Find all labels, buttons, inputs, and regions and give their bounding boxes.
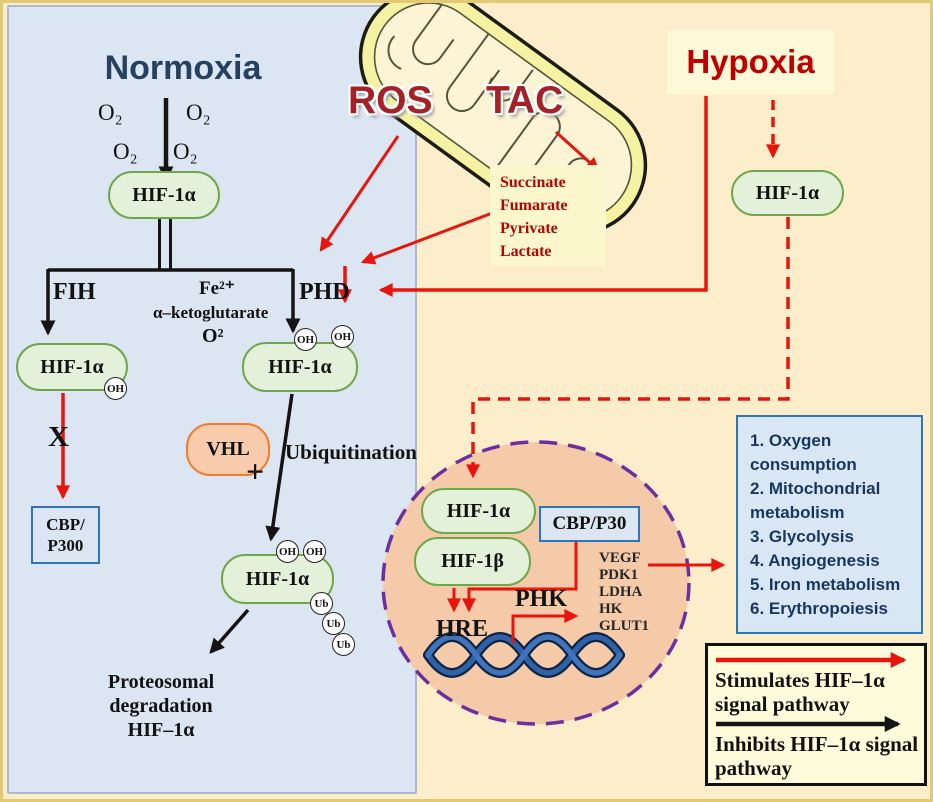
- cbp-p300-box: CBP/ P300: [31, 506, 100, 564]
- o2-label: O₂: [186, 100, 211, 125]
- x-block-label: X: [48, 421, 69, 453]
- outcomes-box: [736, 415, 923, 634]
- ketoglutarate-label: α–ketoglutarate: [153, 303, 269, 322]
- hif1b-box-nucleus: HIF-1β: [414, 537, 531, 586]
- outcome-item: 6. Erythropoiesis: [750, 599, 888, 618]
- oh-group: OH: [276, 540, 299, 563]
- ub-group: Ub: [322, 612, 345, 635]
- phd-label: PHD: [299, 279, 350, 305]
- o2-label: O₂: [98, 100, 123, 125]
- vhl-box: VHL: [186, 423, 270, 476]
- o2-label: O₂: [173, 139, 198, 164]
- hif1a-box-phd-branch: HIF-1α: [242, 342, 358, 392]
- outcome-item: 5. Iron metabolism: [750, 575, 901, 594]
- metabolites-box: Succinate Fumarate Pyrivate Lactate: [490, 165, 606, 266]
- hif1a-box-nucleus: HIF-1α: [421, 488, 536, 534]
- oh-group: OH: [303, 540, 326, 563]
- plus-sign: +: [246, 453, 265, 489]
- hif1a-box-fih-branch: HIF-1α: [16, 343, 128, 391]
- fih-label: FIH: [53, 279, 96, 305]
- outcome-item: 4. Angiogenesis: [750, 551, 880, 570]
- outcome-item: 2. Mitochondrial metabolism: [750, 479, 881, 522]
- hif1a-box-hypoxia: HIF-1α: [731, 170, 844, 216]
- cbp-p30-box: CBP/P30: [539, 506, 640, 542]
- fe-label: Fe²⁺: [199, 278, 235, 299]
- ros-label: ROS: [348, 79, 433, 122]
- legend-inhibits-label: Inhibits HIF–1α signal pathway: [715, 732, 919, 780]
- hre-label: HRE: [436, 616, 489, 642]
- ub-group: Ub: [332, 633, 355, 656]
- o2-super-label: O²: [202, 325, 224, 347]
- tac-label: TAC: [486, 79, 564, 122]
- ubiquitination-label: Ubiquitination: [285, 440, 417, 464]
- oh-group: OH: [104, 377, 127, 400]
- phk-label: PHK: [515, 586, 567, 612]
- hypoxia-title: Hypoxia: [667, 30, 834, 94]
- oh-group: OH: [294, 328, 317, 351]
- outcome-item: 1. Oxygen consumption: [750, 431, 857, 474]
- o2-label: O₂: [113, 139, 138, 164]
- hif1a-box-normoxia: HIF-1α: [108, 171, 220, 219]
- normoxia-title: Normoxia: [104, 49, 262, 87]
- ub-group: Ub: [310, 592, 333, 615]
- hif1a-box-ubiquitinated: HIF-1α: [221, 554, 334, 604]
- legend-stimulates-label: Stimulates HIF–1α signal pathway: [715, 668, 885, 716]
- legend-box: [705, 643, 927, 786]
- outcome-item: 3. Glycolysis: [750, 527, 854, 546]
- proteosomal-degradation-label: Proteosomal degradation HIF–1α: [107, 671, 215, 741]
- oh-group: OH: [331, 325, 354, 348]
- target-genes-list: VEGF PDK1 LDHA HK GLUT1: [599, 550, 650, 634]
